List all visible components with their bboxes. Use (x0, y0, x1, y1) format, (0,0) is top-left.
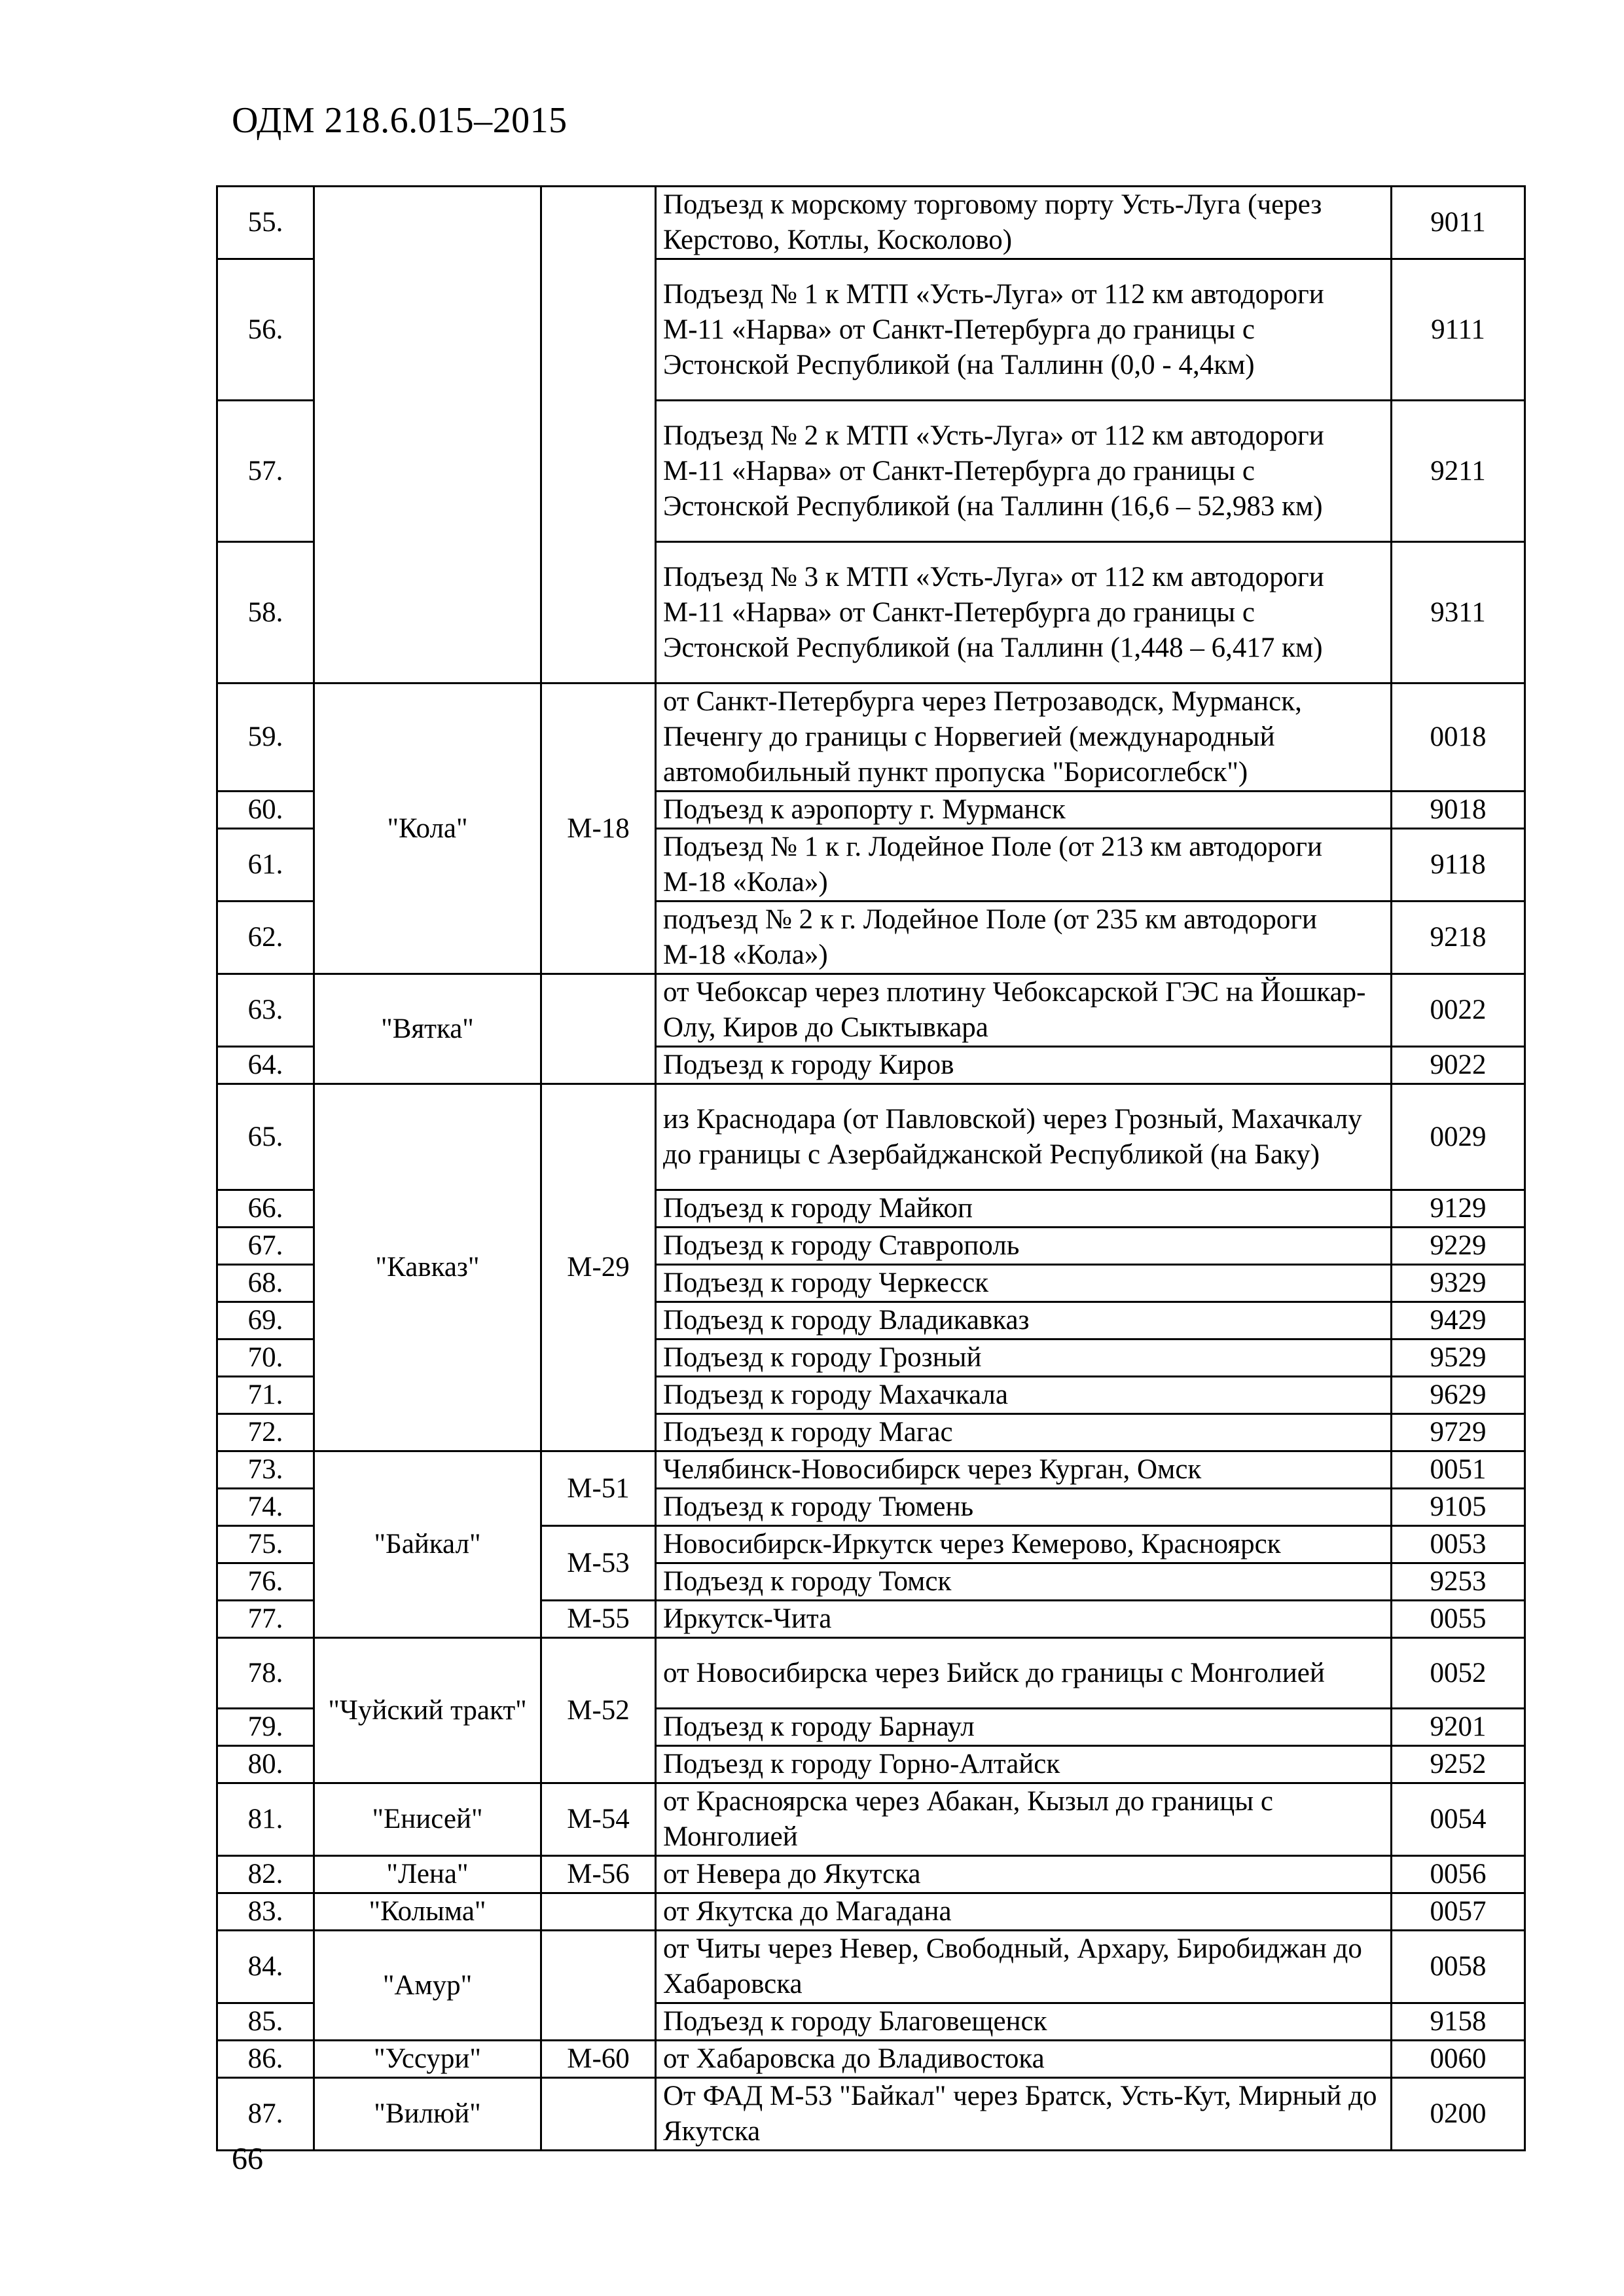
route-index: 9011 (1392, 187, 1525, 259)
route-description: Подъезд к морскому торговому порту Усть-Луга (через Керстово, Котлы, Косколово) (656, 187, 1392, 259)
road-code: М-29 (541, 1084, 656, 1451)
route-description: от Новосибирска через Бийск до границы с Монголией (656, 1638, 1392, 1709)
road-name: "Лена" (314, 1856, 541, 1893)
row-number: 69. (217, 1302, 314, 1339)
route-index: 9729 (1392, 1414, 1525, 1451)
row-number: 86. (217, 2041, 314, 2078)
route-index: 0053 (1392, 1526, 1525, 1563)
road-name: "Вятка" (314, 974, 541, 1084)
road-name: "Кавказ" (314, 1084, 541, 1451)
road-name: "Енисей" (314, 1783, 541, 1856)
row-number: 73. (217, 1451, 314, 1489)
route-description: Подъезд № 3 к МТП «Усть-Луга» от 112 км автодороги М-11 «Нарва» от Санкт-Петербурга до границы с Эстонской Республикой (на Таллинн (1,448 – 6,417 км) (656, 542, 1392, 683)
road-code (541, 187, 656, 683)
row-number: 66. (217, 1190, 314, 1228)
route-index: 9201 (1392, 1709, 1525, 1746)
road-code (541, 1893, 656, 1931)
route-index: 9529 (1392, 1339, 1525, 1377)
route-index: 0054 (1392, 1783, 1525, 1856)
row-number: 55. (217, 187, 314, 259)
road-name: "Чуйский тракт" (314, 1638, 541, 1783)
route-index: 9211 (1392, 401, 1525, 542)
table-row (217, 683, 1525, 792)
table-row (217, 1451, 1525, 1489)
route-description: от Хабаровска до Владивостока (656, 2041, 1392, 2078)
road-name: "Вилюй" (314, 2078, 541, 2151)
row-number: 81. (217, 1783, 314, 1856)
row-number: 61. (217, 829, 314, 902)
road-name: "Байкал" (314, 1451, 541, 1638)
route-description: от Невера до Якутска (656, 1856, 1392, 1893)
route-description: Подъезд к городу Махачкала (656, 1377, 1392, 1414)
route-index: 9218 (1392, 902, 1525, 974)
route-index: 9252 (1392, 1746, 1525, 1783)
row-number: 62. (217, 902, 314, 974)
route-index: 0056 (1392, 1856, 1525, 1893)
route-index: 9105 (1392, 1489, 1525, 1526)
route-description: Подъезд № 2 к МТП «Усть-Луга» от 112 км автодороги М-11 «Нарва» от Санкт-Петербурга до границы с Эстонской Республикой (на Таллинн (16,6 – 52,983 км) (656, 401, 1392, 542)
road-name: "Кола" (314, 683, 541, 974)
route-index: 0018 (1392, 683, 1525, 792)
route-index: 9158 (1392, 2003, 1525, 2041)
route-description: Подъезд к городу Горно-Алтайск (656, 1746, 1392, 1783)
row-number: 72. (217, 1414, 314, 1451)
row-number: 68. (217, 1265, 314, 1302)
route-index: 0029 (1392, 1084, 1525, 1190)
row-number: 58. (217, 542, 314, 683)
table-row (217, 1893, 1525, 1931)
row-number: 82. (217, 1856, 314, 1893)
route-description: Подъезд № 1 к МТП «Усть-Луга» от 112 км автодороги М-11 «Нарва» от Санкт-Петербурга до границы с Эстонской Республикой (на Таллинн (0,0 - 4,4км) (656, 259, 1392, 401)
table-row (217, 1638, 1525, 1709)
row-number: 71. (217, 1377, 314, 1414)
row-number: 79. (217, 1709, 314, 1746)
table-row (217, 1783, 1525, 1856)
route-index: 0051 (1392, 1451, 1525, 1489)
page-number: 66 (232, 2141, 263, 2176)
route-index: 0022 (1392, 974, 1525, 1047)
row-number: 75. (217, 1526, 314, 1563)
roads-table (216, 185, 1526, 2151)
route-description: из Краснодара (от Павловской) через Грозный, Махачкалу до границы с Азербайджанской Республикой (на Баку) (656, 1084, 1392, 1190)
road-name (314, 187, 541, 683)
row-number: 70. (217, 1339, 314, 1377)
route-index: 0052 (1392, 1638, 1525, 1709)
route-index: 0200 (1392, 2078, 1525, 2151)
row-number: 85. (217, 2003, 314, 2041)
road-code: М-55 (541, 1601, 656, 1638)
row-number: 77. (217, 1601, 314, 1638)
row-number: 67. (217, 1228, 314, 1265)
route-index: 0058 (1392, 1931, 1525, 2003)
road-code: М-52 (541, 1638, 656, 1783)
route-description: Иркутск-Чита (656, 1601, 1392, 1638)
route-description: Новосибирск-Иркутск через Кемерово, Красноярск (656, 1526, 1392, 1563)
road-code (541, 1931, 656, 2041)
road-code: М-53 (541, 1526, 656, 1601)
route-index: 9111 (1392, 259, 1525, 401)
road-code: М-51 (541, 1451, 656, 1526)
road-name: "Колыма" (314, 1893, 541, 1931)
row-number: 59. (217, 683, 314, 792)
row-number: 84. (217, 1931, 314, 2003)
route-description: Подъезд к городу Владикавказ (656, 1302, 1392, 1339)
route-description: Подъезд к городу Благовещенск (656, 2003, 1392, 2041)
road-code (541, 2078, 656, 2151)
road-code (541, 974, 656, 1084)
route-index: 9329 (1392, 1265, 1525, 1302)
route-description: от Красноярска через Абакан, Кызыл до границы с Монголией (656, 1783, 1392, 1856)
route-description: Подъезд к городу Магас (656, 1414, 1392, 1451)
route-index: 0057 (1392, 1893, 1525, 1931)
route-description: от Читы через Невер, Свободный, Архару, Биробиджан до Хабаровска (656, 1931, 1392, 2003)
route-description: От ФАД М-53 "Байкал" через Братск, Усть-Кут, Мирный до Якутска (656, 2078, 1392, 2151)
table-row (217, 2078, 1525, 2151)
row-number: 57. (217, 401, 314, 542)
row-number: 83. (217, 1893, 314, 1931)
road-code: М-60 (541, 2041, 656, 2078)
route-index: 9253 (1392, 1563, 1525, 1601)
table-row (217, 1856, 1525, 1893)
row-number: 87. (217, 2078, 314, 2151)
route-description: Подъезд к городу Барнаул (656, 1709, 1392, 1746)
route-index: 9118 (1392, 829, 1525, 902)
route-index: 0055 (1392, 1601, 1525, 1638)
road-code: М-54 (541, 1783, 656, 1856)
route-index: 0060 (1392, 2041, 1525, 2078)
road-code: М-18 (541, 683, 656, 974)
road-code: М-56 (541, 1856, 656, 1893)
document-header: ОДМ 218.6.015–2015 (232, 100, 568, 141)
route-description: Подъезд № 1 к г. Лодейное Поле (от 213 км автодороги М-18 «Кола») (656, 829, 1392, 902)
route-description: Подъезд к городу Киров (656, 1047, 1392, 1084)
route-description: Подъезд к городу Грозный (656, 1339, 1392, 1377)
route-description: Подъезд к городу Ставрополь (656, 1228, 1392, 1265)
route-description: от Санкт-Петербурга через Петрозаводск, Мурманск, Печенгу до границы с Норвегией (международный автомобильный пункт пропуска "Борисоглебск") (656, 683, 1392, 792)
row-number: 74. (217, 1489, 314, 1526)
route-description: от Чебоксар через плотину Чебоксарской ГЭС на Йошкар-Олу, Киров до Сыктывкара (656, 974, 1392, 1047)
row-number: 76. (217, 1563, 314, 1601)
route-description: Подъезд к аэропорту г. Мурманск (656, 792, 1392, 829)
route-description: от Якутска до Магадана (656, 1893, 1392, 1931)
route-description: Подъезд к городу Тюмень (656, 1489, 1392, 1526)
route-index: 9018 (1392, 792, 1525, 829)
road-name: "Уссури" (314, 2041, 541, 2078)
route-description: Подъезд к городу Черкесск (656, 1265, 1392, 1302)
route-description: Подъезд к городу Майкоп (656, 1190, 1392, 1228)
route-index: 9129 (1392, 1190, 1525, 1228)
row-number: 78. (217, 1638, 314, 1709)
row-number: 63. (217, 974, 314, 1047)
roads-table-body (217, 187, 1525, 2151)
route-description: Челябинск-Новосибирск через Курган, Омск (656, 1451, 1392, 1489)
table-row (217, 2041, 1525, 2078)
route-index: 9429 (1392, 1302, 1525, 1339)
route-description: Подъезд к городу Томск (656, 1563, 1392, 1601)
table-row (217, 974, 1525, 1047)
route-index: 9022 (1392, 1047, 1525, 1084)
row-number: 56. (217, 259, 314, 401)
row-number: 80. (217, 1746, 314, 1783)
road-name: "Амур" (314, 1931, 541, 2041)
row-number: 65. (217, 1084, 314, 1190)
route-index: 9229 (1392, 1228, 1525, 1265)
route-description: подъезд № 2 к г. Лодейное Поле (от 235 км автодороги М-18 «Кола») (656, 902, 1392, 974)
table-row (217, 1084, 1525, 1190)
route-index: 9311 (1392, 542, 1525, 683)
route-index: 9629 (1392, 1377, 1525, 1414)
row-number: 60. (217, 792, 314, 829)
row-number: 64. (217, 1047, 314, 1084)
table-row (217, 187, 1525, 259)
table-row (217, 1931, 1525, 2003)
